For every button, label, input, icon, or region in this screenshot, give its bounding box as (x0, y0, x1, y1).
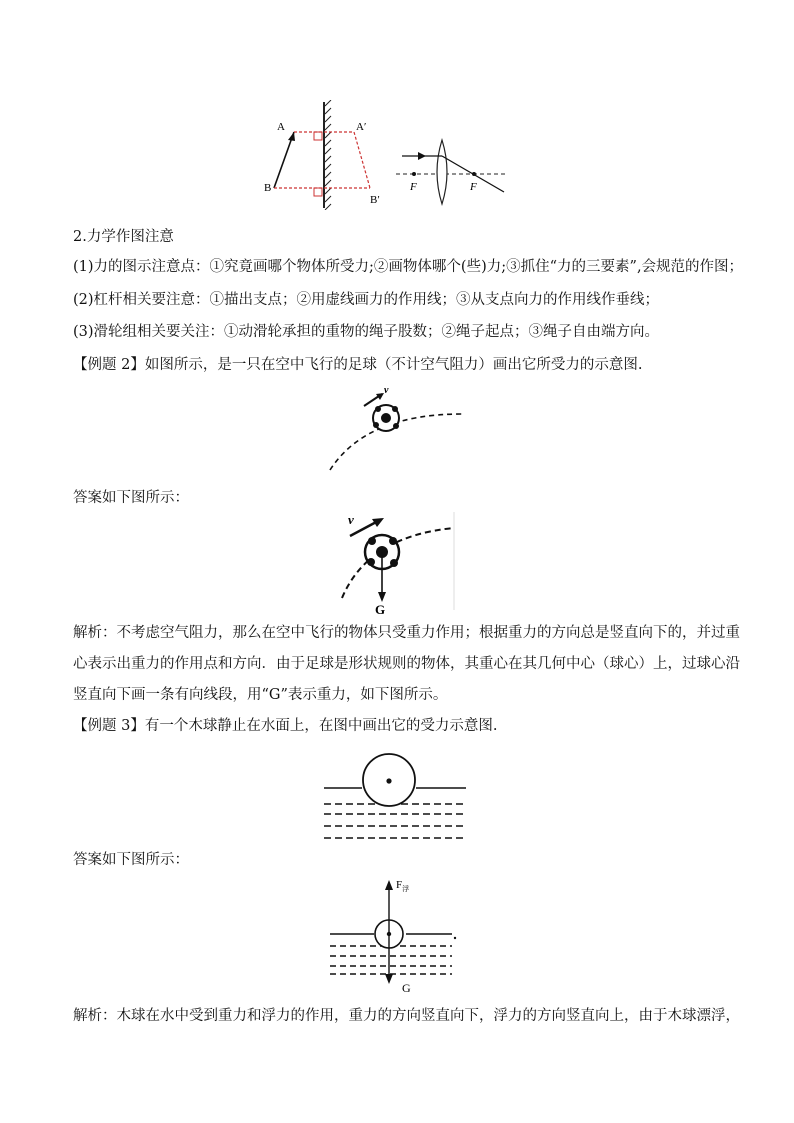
example3-analysis-1: 解析：木球在水中受到重力和浮力的作用，重力的方向竖直向下，浮力的方向竖直向上，由于木球漂浮， (73, 1008, 740, 1024)
buoyancy-label (396, 879, 409, 893)
example3-question (73, 716, 497, 736)
label-A: A (277, 121, 285, 133)
soccer-ball-question-figure (326, 384, 466, 474)
note-1: (1)力的图示注意点：①究竟画哪个物体所受力;②画物体哪个(些)力;③抓住“力的三要素”,会规范的作图； (73, 259, 744, 275)
section-title: 2.力学作图注意 (73, 229, 174, 245)
label-F-right: F (470, 181, 477, 193)
buoyancy-label-main: F (396, 879, 403, 891)
label-B-prime: B′ (370, 194, 380, 206)
example2-label: 【例题 2】 (73, 357, 145, 373)
gravity-label-2: G (402, 981, 411, 995)
example2-analysis-3: 竖直向下画一条有向线段，用“G”表示重力，如下图所示。 (73, 687, 448, 703)
mirror-reflection-figure (260, 100, 400, 210)
floating-ball-question-figure (324, 748, 470, 844)
label-F-left: F (410, 181, 417, 193)
example3-question-text: 有一个木球静止在水面上，在图中画出它的受力示意图. (144, 718, 498, 734)
gravity-label: G (375, 602, 386, 617)
velocity-label-answer: v (348, 512, 354, 527)
convex-lens-figure (396, 138, 508, 206)
soccer-ball-answer-figure (338, 510, 458, 618)
example2-analysis-2: 心表示出重力的作用点和方向．由于足球是形状规则的物体，其重心在其几何中心（球心）上，过球心沿 (73, 656, 740, 672)
velocity-label: v (384, 385, 389, 396)
buoyancy-label-sub: 浮 (402, 885, 410, 893)
note-3: (3)滑轮组相关要关注：①动滑轮承担的重物的绳子股数；②绳子起点；③绳子自由端方向。 (73, 324, 660, 340)
example3-answer-intro: 答案如下图所示： (73, 852, 189, 868)
label-B: B (264, 182, 272, 194)
example3-label: 【例题 3】 (73, 718, 145, 734)
label-A-prime: A′ (356, 121, 367, 133)
example2-question-text: 如图所示，是一只在空中飞行的足球（不计空气阻力）画出它所受力的示意图. (144, 357, 643, 373)
example2-answer-intro: 答案如下图所示： (73, 490, 189, 506)
example2-question (73, 355, 642, 375)
example2-analysis-1: 解析：不考虑空气阻力，那么在空中飞行的物体只受重力作用；根据重力的方向总是竖直向下的，并过重 (73, 625, 740, 641)
floating-ball-answer-figure (328, 874, 460, 998)
note-2: (2)杠杆相关要注意：①描出支点；②用虚线画力的作用线；③从支点向力的作用线作垂线； (73, 292, 660, 308)
